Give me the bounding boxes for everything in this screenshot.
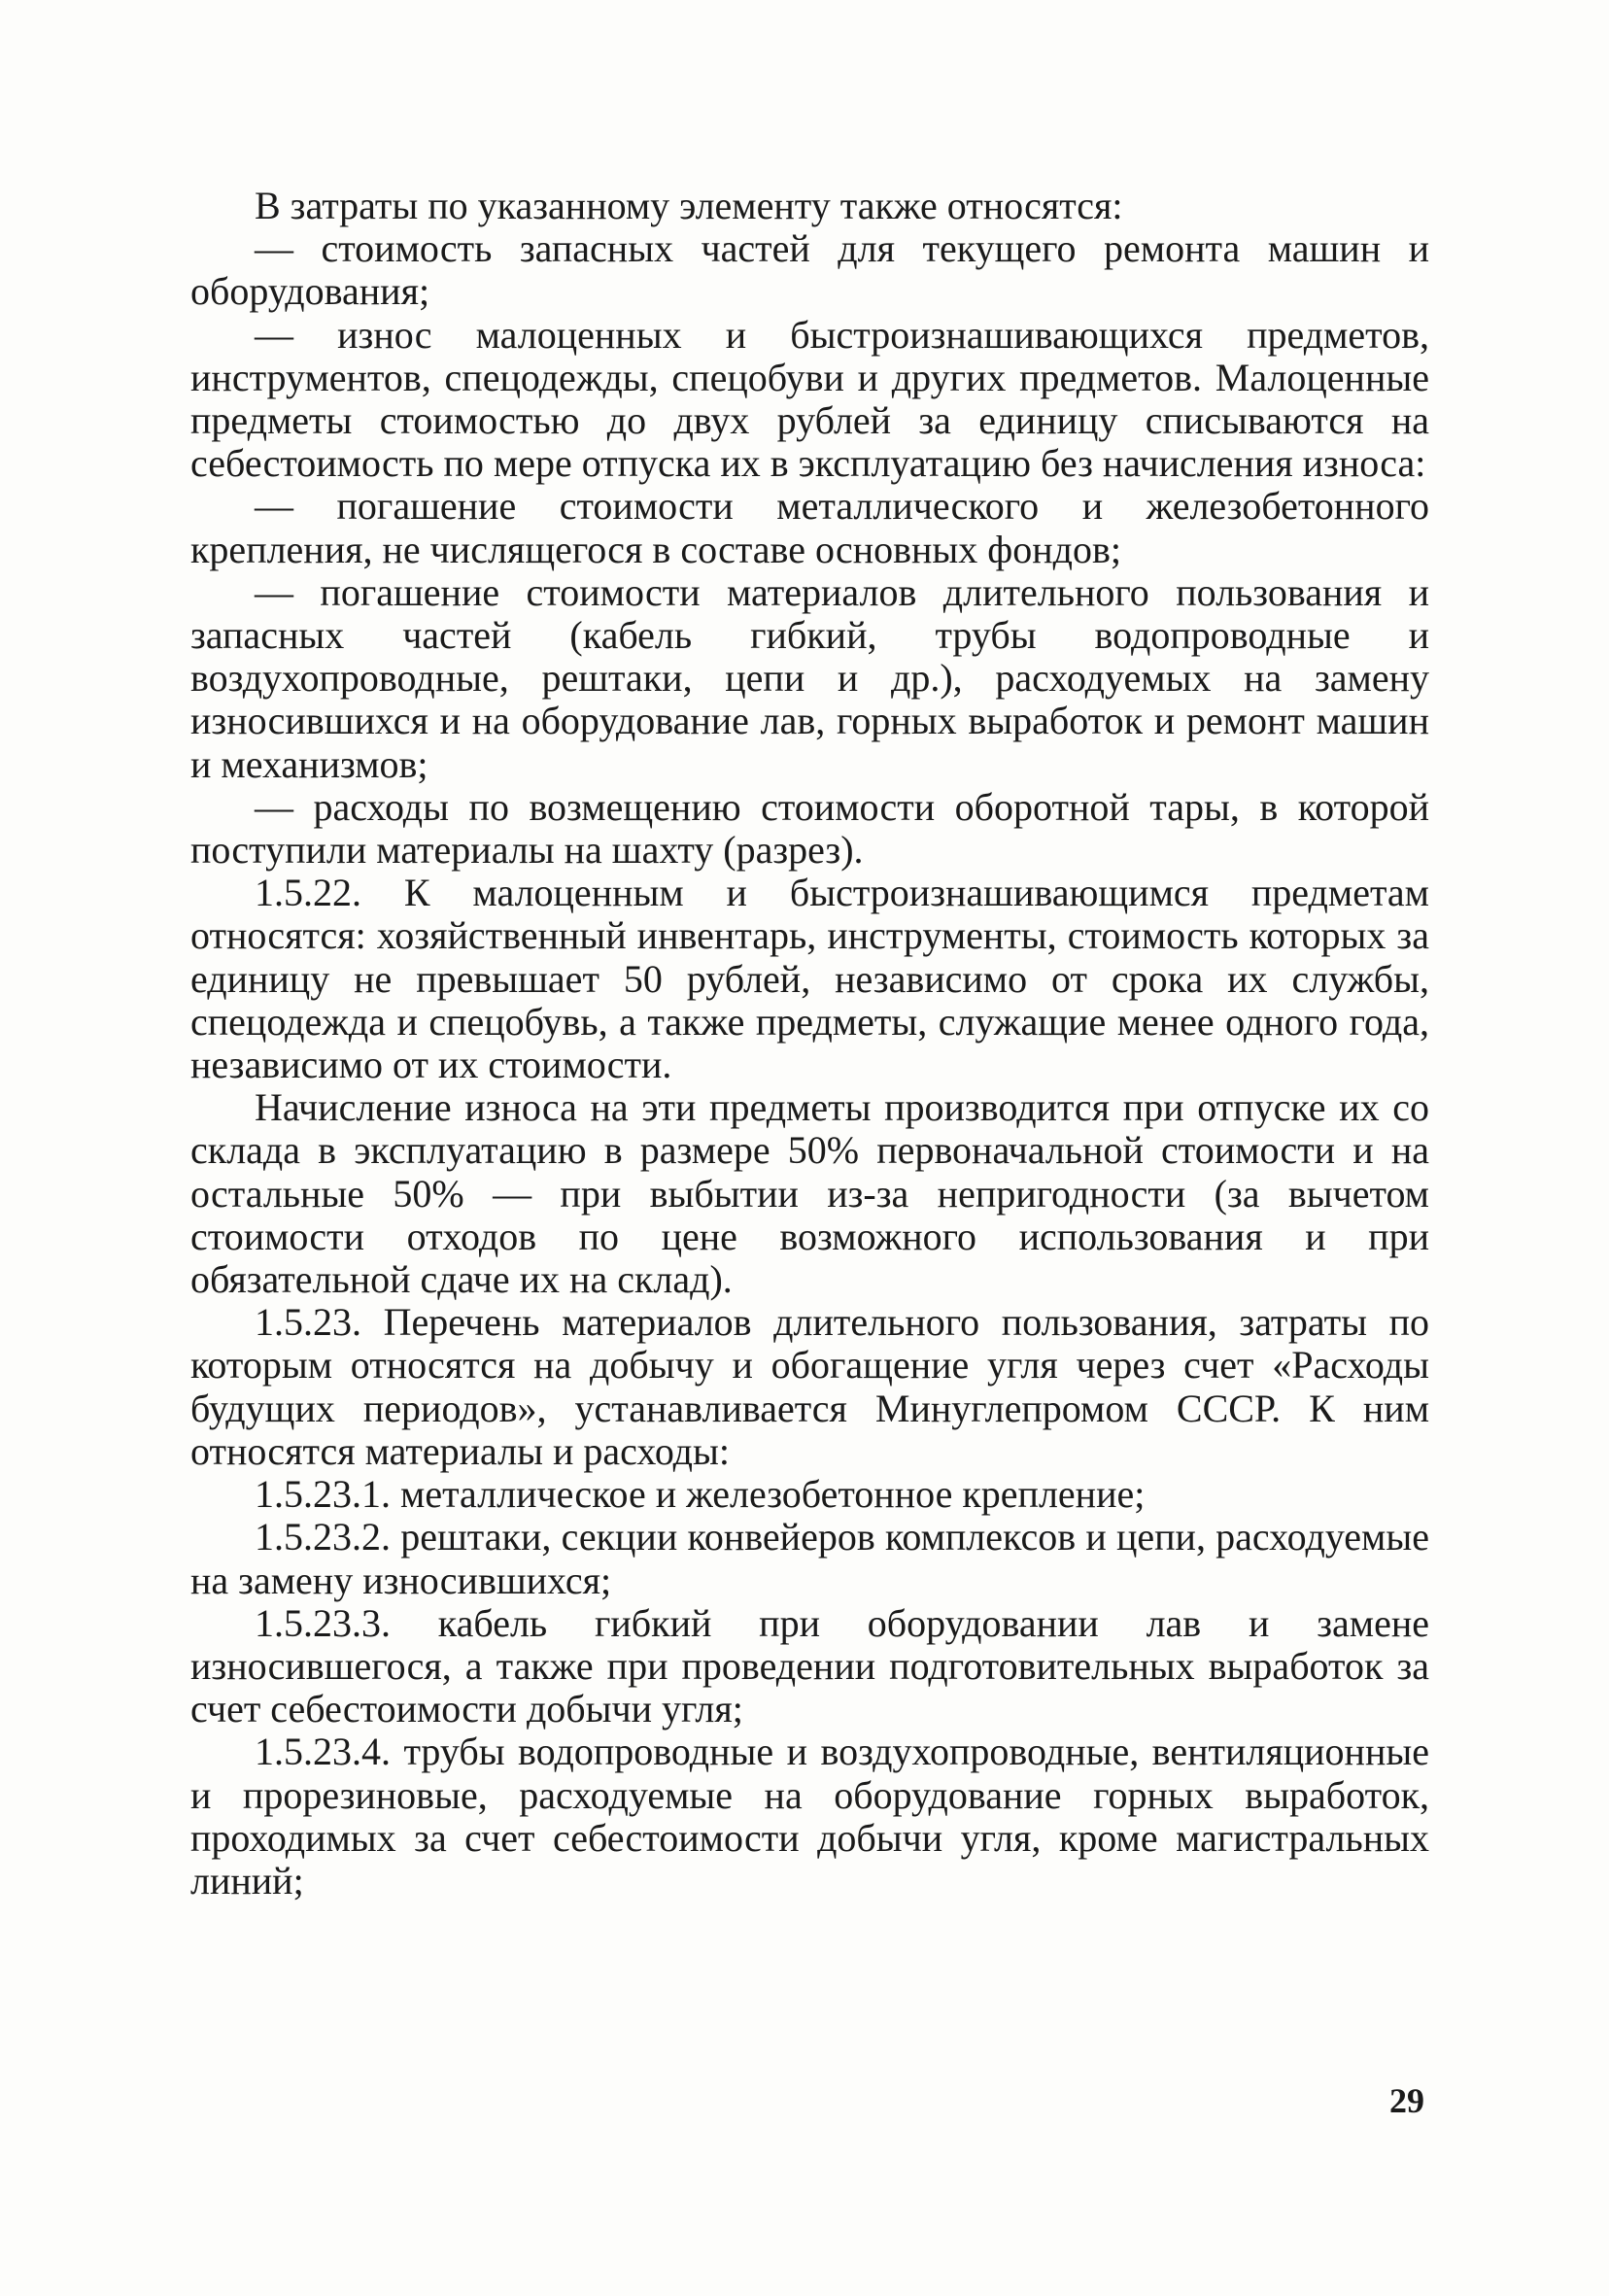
body-text xyxy=(190,185,1429,1902)
paragraph-1-5-23-3: 1.5.23.3. кабель гибкий при оборудовании лав и замене износившегося, а также при проведении подготовительных выработок за счет себестоимости добычи угля; xyxy=(190,1600,1429,1731)
paragraph-spare-parts: — стоимость запасных частей для текущего ремонта машин и оборудования; xyxy=(190,226,1429,314)
paragraph-long-use-materials: — погашение стоимости материалов длительного пользования и запасных частей (кабель гибкий, трубы водопроводные и воздухопроводные, рештаки, цепи и др.), расходуемых на замену износившихся и на оборудование лав, горных выработок и ремонт машин и механизмов; xyxy=(190,569,1429,786)
paragraph-support-repayment: — погашение стоимости металлического и железобетонного крепления, не числящегося в составе основных фондов; xyxy=(190,484,1429,571)
paragraph-1-5-23-4: 1.5.23.4. трубы водопроводные и воздухопроводные, вентиляционные и прорезиновые, расходуемые на оборудование горных выработок, проходимых за счет себестоимости добычи угля, кроме магистральных линий; xyxy=(190,1730,1429,1902)
page-number: 29 xyxy=(1389,2081,1424,2120)
paragraph-wear-accrual: Начисление износа на эти предметы производится при отпуске их со склада в эксплуатацию в размере 50% первоначальной стоимости и на остальные 50% — при выбытии из-за непригодности (за вычетом стоимости отходов по цене возможного использования и при обязательной сдаче их на склад). xyxy=(190,1085,1429,1302)
paragraph-1-5-22: 1.5.22. К малоценным и быстроизнашивающимся предметам относятся: хозяйственный инвентарь, инструменты, стоимость которых за единицу не превышает 50 рублей, независимо от срока их службы, спецодежда и спецобувь, а также предметы, служащие менее одного года, независимо от их стоимости. xyxy=(190,871,1429,1087)
paragraph-1-5-23-1: 1.5.23.1. металлическое и железобетонное крепление; xyxy=(255,1472,1146,1517)
paragraph-1-5-23-2: 1.5.23.2. рештаки, секции конвейеров комплексов и цепи, расходуемые на замену износившихся; xyxy=(190,1515,1429,1602)
paragraph-intro: В затраты по указанному элементу также относятся: xyxy=(255,184,1123,227)
paragraph-returnable-containers: — расходы по возмещению стоимости оборотной тары, в которой поступили материалы на шахту (разрез). xyxy=(190,784,1429,873)
paragraph-wear-low-value: — износ малоценных и быстроизнашивающихся предметов, инструментов, спецодежды, спецобуви и других предметов. Малоценные предметы стоимостью до двух рублей за единицу списываются на себестоимость по мере отпуска их в эксплуатацию без начисления износа: xyxy=(190,312,1429,486)
paragraph-1-5-23: 1.5.23. Перечень материалов длительного пользования, затраты по которым относятся на добычу и обогащение угля через счет «Расходы будущих периодов», устанавливается Минуглепромом СССР. К ним относятся материалы и расходы: xyxy=(190,1300,1429,1473)
